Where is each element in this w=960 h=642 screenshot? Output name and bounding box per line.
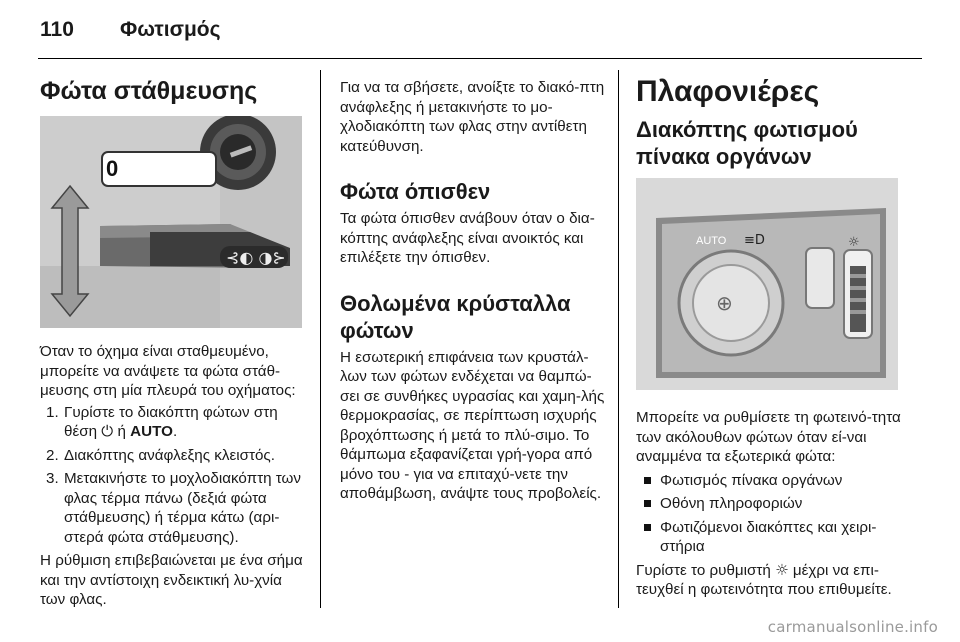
svg-text:⊕: ⊕ xyxy=(716,291,733,315)
step-1 xyxy=(40,403,308,442)
heading-parking-lights: Φώτα στάθμευσης xyxy=(40,77,258,105)
power-symbol-icon: ⏻ xyxy=(101,422,114,440)
column-divider-1 xyxy=(320,70,321,608)
column-interior-lights xyxy=(636,64,906,600)
column-divider-2 xyxy=(618,70,619,608)
adjust-text xyxy=(636,561,906,600)
step-text: Μετακινήστε το μοχλοδιακόπτη των φλας τέρμα πάνω (δεξιά φώτα στάθμευσης) ή τέρμα κάτω (αρι-στερά φώτα στάθμευσης). xyxy=(64,470,302,546)
heading-interior-lights: Πλαφονιέρες xyxy=(636,75,820,108)
page-header xyxy=(40,12,920,46)
heading-fogged-lenses: Θολωμένα κρύσταλλα φώτων xyxy=(340,290,571,343)
step-number: 2. xyxy=(46,446,59,464)
lever-drawing xyxy=(40,116,302,328)
bullet-item xyxy=(636,518,906,557)
bullet-marker xyxy=(644,524,651,531)
adjust-text-part: μέχρι να επι-τευχθεί η φωτεινότητα που επιθυμείτε. xyxy=(636,561,892,598)
bullet-marker xyxy=(644,500,651,507)
headlight-icon: ≡D xyxy=(744,233,765,248)
reversing-lights-text: Τα φώτα όπισθεν ανάβουν όταν ο δια-κόπτης ανάφλεξης είναι ανοικτός και επιλέξετε την όπισθεν. xyxy=(340,210,595,266)
bullet-item xyxy=(636,471,906,491)
step-text: Γυρίστε το διακόπτη φώτων στη θέση xyxy=(64,403,278,440)
label-zero: 0 xyxy=(106,156,119,181)
step-text: ή xyxy=(113,423,131,440)
bullet-text: Φωτιζόμενοι διακόπτες και χειρι-στήρια xyxy=(660,518,877,555)
adjust-text-part: Γυρίστε το ρυθμιστή xyxy=(636,561,776,579)
page-number: 110 xyxy=(40,18,74,41)
step-number: 3. xyxy=(46,470,59,487)
step-text: Διακόπτης ανάφλεξης κλειστός. xyxy=(64,446,275,464)
heading-reversing-lights: Φώτα όπισθεν xyxy=(340,179,491,204)
intro-text: Όταν το όχημα είναι σταθμευμένο, μπορείτε να ανάψετε τα φώτα στάθ-μευσης στη μία πλευρά του οχήματος: xyxy=(40,343,296,399)
heading-instrument-illumination: Διακόπτης φωτισμού πίνακα οργάνων xyxy=(636,117,858,169)
dimmer-wheel-icon: ☼ xyxy=(775,560,789,579)
switch-off-text: Για να τα σβήσετε, ανοίξτε το διακό-πτη ανάφλεξης ή μετακινήστε το μο-χλοδιακόπτη των φλας στην αντίθετη κατεύθυνση. xyxy=(340,79,605,155)
light-switch-drawing xyxy=(636,178,898,390)
fogged-lenses-text: Η εσωτερική επιφάνεια των κρυστάλ-λων των φώτων ενδέχεται να θαμπώ-σει σε συνθήκες υγρασίας και χαμη-λής θερμοκρασίας, σε περίπτωση ισχυρής βροχόπτωσης ή μετά το πλύ-σιμο. Το θάμπωμα εξαφανίζεται γρή-γορα από μόνο του - για να επιταχύ-νετε την αποθάμβωση, ανάψτε τους προβολείς. xyxy=(340,348,605,502)
lever-illustration xyxy=(40,116,302,328)
lights-bullet-list xyxy=(636,471,906,557)
section-title: Φωτισμός xyxy=(120,18,221,41)
dimmer-icon: ☼ xyxy=(848,235,860,250)
step-2 xyxy=(40,446,308,466)
bullet-item xyxy=(636,494,906,514)
parking-light-icons: ⊰◐ ◑⊱ xyxy=(226,248,286,267)
watermark: carmanualsonline.info xyxy=(767,618,938,636)
auto-label: AUTO xyxy=(696,235,727,247)
step-3 xyxy=(40,469,308,547)
column-rear-lights xyxy=(340,64,608,504)
column-parking-lights xyxy=(40,64,308,610)
brightness-text: Μπορείτε να ρυθμίσετε τη φωτεινό-τητα των ακόλουθων φώτων όταν εί-ναι αναμμένα τα εξωτερικά φώτα: xyxy=(636,409,901,465)
bullet-text: Οθόνη πληροφοριών xyxy=(660,495,803,512)
outro-text: Η ρύθμιση επιβεβαιώνεται με ένα σήμα και την αντίστοιχη ενδεικτική λυ-χνία των φλας. xyxy=(40,552,303,608)
step-number: 1. xyxy=(46,403,59,421)
auto-label: AUTO xyxy=(130,423,173,440)
light-switch-illustration xyxy=(636,178,898,390)
steps-list xyxy=(40,403,308,548)
bullet-marker xyxy=(644,477,651,484)
bullet-text: Φωτισμός πίνακα οργάνων xyxy=(660,471,843,489)
step-text: . xyxy=(172,423,178,440)
header-rule xyxy=(38,58,922,59)
